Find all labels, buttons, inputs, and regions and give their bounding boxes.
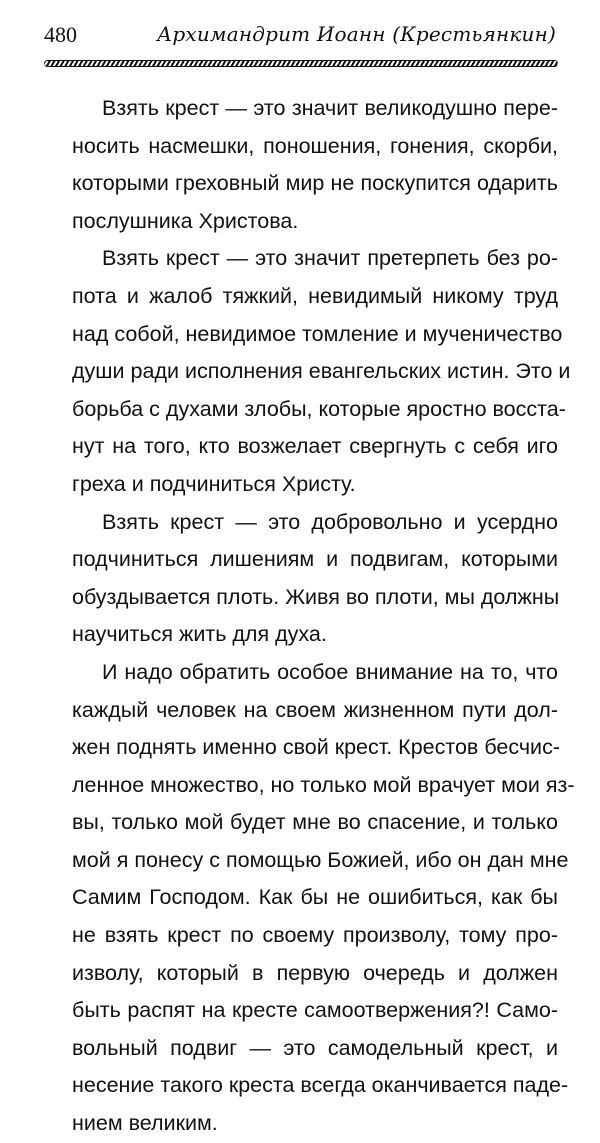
text-line: души ради исполнения евангельских истин. Это и <box>72 359 571 384</box>
running-title: Архимандрит Иоанн (Крестьянкин) <box>157 22 556 46</box>
text-line: Самим Господом. Как бы не ошибиться, как бы <box>72 885 558 910</box>
text-line: каждый человек на своем жизненном пути дол- <box>72 697 558 722</box>
text-line: носить насмешки, поношения, гонения, скорби, <box>72 133 558 158</box>
page-number: 480 <box>44 22 77 47</box>
text-line: Взять крест — это добровольно и усердно <box>102 509 558 534</box>
text-line: мой я понесу с помощью Божией, ибо он дан мне <box>72 847 569 872</box>
text-line: научиться жить для духа. <box>72 622 327 647</box>
text-line: изволу, который в первую очередь и должен <box>72 960 558 985</box>
text-line: которыми греховный мир не поскупится одарить <box>72 171 558 196</box>
text-line: несение такого креста всегда оканчивается паде- <box>72 1073 569 1098</box>
decorative-rope-rule <box>44 60 558 67</box>
text-line: над собой, невидимое томление и мученичество <box>72 321 563 346</box>
text-line: Взять крест — это значит претерпеть без ро- <box>102 246 558 271</box>
text-line: вы, только мой будет мне во спасение, и только <box>72 810 558 835</box>
paragraph-1 <box>42 90 558 240</box>
page-header <box>44 22 556 48</box>
text-line: ленное множество, но только мой врачует мои яз- <box>72 772 575 797</box>
text-line: послушника Христова. <box>72 208 299 233</box>
paragraph-2 <box>42 240 571 503</box>
text-line: жен поднять именно свой крест. Крестов бесчис- <box>72 735 560 760</box>
text-line: быть распят на кресте самоотвержения?! Само- <box>72 998 558 1023</box>
text-line: нием великим. <box>72 1111 218 1136</box>
text-line: не взять крест по своему произволу, тому про- <box>72 923 558 948</box>
paragraph-4 <box>42 654 575 1143</box>
text-line: вольный подвиг — это самодельный крест, и <box>72 1035 558 1060</box>
text-line: И надо обратить особое внимание на то, что <box>102 659 558 684</box>
text-line: подчиниться лишениям и подвигам, которыми <box>72 547 558 572</box>
text-line: обуздывается плоть. Живя во плоти, мы должны <box>72 584 560 609</box>
text-line: Взять крест — это значит великодушно пере- <box>102 96 558 120</box>
text-line: нут на того, кто возжелает свергнуть с себя иго <box>72 434 558 459</box>
text-line: пота и жалоб тяжкий, невидимый никому труд <box>72 283 558 308</box>
text-line: греха и подчиниться Христу. <box>72 471 356 496</box>
page-body <box>42 90 575 1143</box>
text-line: борьба с духами злобы, которые яростно восста- <box>72 396 566 421</box>
paragraph-3 <box>42 504 558 654</box>
